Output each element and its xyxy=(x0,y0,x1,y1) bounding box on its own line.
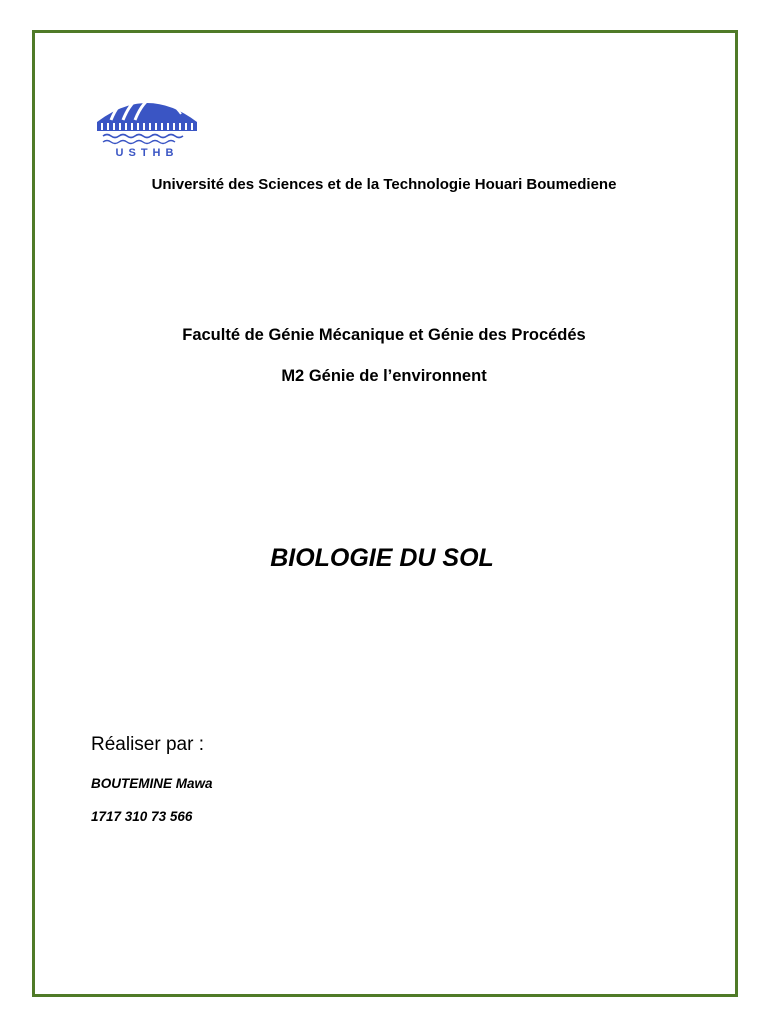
university-name: Université des Sciences et de la Technologie Houari Boumediene xyxy=(151,176,617,193)
document-title: BIOLOGIE DU SOL xyxy=(270,544,494,572)
author-label: Réaliser par : xyxy=(91,734,204,755)
faculty-name: Faculté de Génie Mécanique et Génie des Procédés xyxy=(182,326,586,344)
usthb-logo xyxy=(93,90,201,158)
logo-abbreviation: USTHB xyxy=(115,147,179,158)
usthb-logo-icon xyxy=(93,90,201,158)
author-name: BOUTEMINE Mawa xyxy=(91,776,213,791)
program-name: M2 Génie de l’environnent xyxy=(281,367,487,385)
student-id: 1717 310 73 566 xyxy=(91,809,193,824)
